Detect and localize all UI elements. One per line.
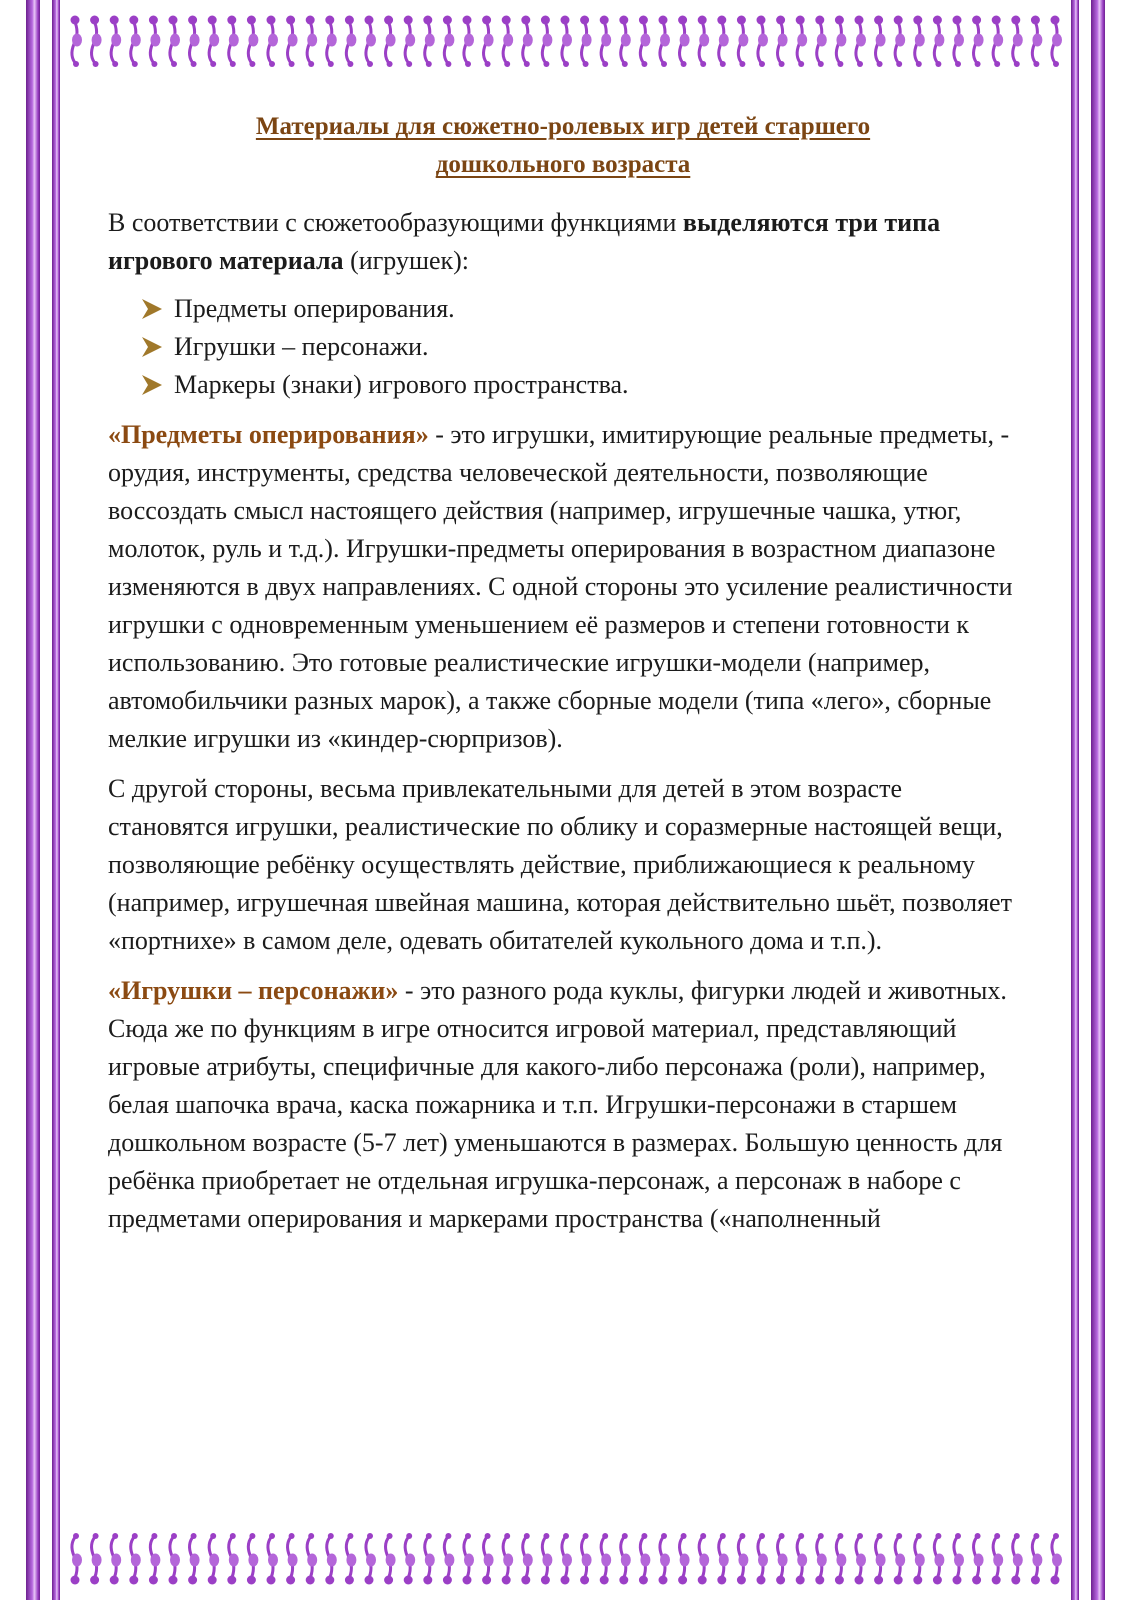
ornament-curl — [757, 1533, 769, 1585]
ornament-curl — [913, 1533, 925, 1585]
ornament-curl — [698, 16, 710, 68]
arrow-bullet-icon — [138, 334, 166, 360]
ornament-curl — [208, 16, 220, 68]
list-item-label: Предметы оперирования. — [174, 294, 455, 323]
ornament-curl — [992, 16, 1004, 68]
left-border-stripe-outer — [26, 0, 40, 1600]
ornament-curl — [325, 16, 337, 68]
ornament-curl — [1011, 16, 1023, 68]
ornament-curl — [227, 16, 239, 68]
ornament-curl — [600, 1533, 612, 1585]
ornament-curl — [953, 1533, 965, 1585]
ornament-curl — [71, 16, 83, 68]
ornament-curl — [894, 16, 906, 68]
ornament-curl — [776, 16, 788, 68]
ornament-curl — [796, 1533, 808, 1585]
top-ornament-border — [0, 10, 1131, 72]
ornament-curl — [933, 16, 945, 68]
ornament-curl — [443, 1533, 455, 1585]
ornament-curl — [717, 1533, 729, 1585]
ornament-curl — [600, 16, 612, 68]
ornament-curl — [286, 1533, 298, 1585]
ornament-curl — [894, 1533, 906, 1585]
intro-text: В соответствии с сюжетообразующими функциями — [108, 208, 683, 237]
ornament-curl — [541, 16, 553, 68]
ornament-curl — [208, 1533, 220, 1585]
ornament-curl — [463, 1533, 475, 1585]
ornament-curl — [169, 1533, 181, 1585]
term-characters: «Игрушки – персонажи» — [108, 976, 399, 1005]
ornament-curl — [384, 1533, 396, 1585]
list-item — [138, 366, 1018, 404]
ornament-curl — [286, 16, 298, 68]
left-border-stripe-inner — [52, 0, 60, 1600]
ornament-curl — [659, 16, 671, 68]
arrow-bullet-icon — [138, 296, 166, 322]
ornament-curl — [110, 16, 122, 68]
ornament-curl — [482, 16, 494, 68]
objects-text: - это игрушки, имитирующие реальные предметы, - орудия, инструменты, средства человеческой деятельности, позволяющие воссоздать смысл настоящего действия (например, игрушечные чашка, утюг, молоток, руль и т.д.). Игрушки-предметы оперирования в возрастном диапазоне изменяются в двух направлениях. С одной стороны это усиление реалистичности игрушки с одновременным уменьшением её размеров и степени готовности к использованию. Это готовые реалистические игрушки-модели (например, автомобильчики разных марок), а также сборные модели (типа «лего», сборные мелкие игрушки из «киндер-сюрпризов). — [108, 420, 1013, 753]
ornament-curl — [874, 1533, 886, 1585]
ornament-curl — [110, 1533, 122, 1585]
ornament-curl — [639, 16, 651, 68]
ornament-curl — [580, 1533, 592, 1585]
ornament-curl — [306, 16, 318, 68]
curl-ornament-icon — [0, 10, 1131, 72]
ornament-curl — [561, 16, 573, 68]
ornament-curl — [227, 1533, 239, 1585]
ornament-curl — [659, 1533, 671, 1585]
ornament-curl — [1031, 16, 1043, 68]
ornament-curl — [365, 16, 377, 68]
ornament-curl — [855, 1533, 867, 1585]
characters-paragraph — [108, 972, 1018, 1238]
ornament-curl — [972, 16, 984, 68]
ornament-curl — [443, 16, 455, 68]
ornament-curl — [306, 1533, 318, 1585]
ornament-curl — [972, 1533, 984, 1585]
ornament-curl — [90, 16, 102, 68]
ornament-curl — [188, 16, 200, 68]
ornament-curl — [541, 1533, 553, 1585]
ornament-curl — [404, 16, 416, 68]
intro-paragraph — [108, 204, 1018, 280]
ornament-curl — [678, 1533, 690, 1585]
ornament-curl — [737, 16, 749, 68]
material-types-list — [138, 290, 1018, 404]
ornament-curl — [521, 1533, 533, 1585]
ornament-curl — [639, 1533, 651, 1585]
ornament-curl — [1031, 1533, 1043, 1585]
ornament-curl — [267, 1533, 279, 1585]
ornament-curl — [619, 16, 631, 68]
term-objects: «Предметы оперирования» — [108, 420, 429, 449]
page-content — [108, 108, 1018, 1250]
ornament-curl — [678, 16, 690, 68]
ornament-curl — [521, 16, 533, 68]
list-item-label: Маркеры (знаки) игрового пространства. — [174, 370, 629, 399]
ornament-curl — [149, 16, 161, 68]
page-title: Материалы для сюжетно-ролевых игр детей старшего дошкольного возраста — [255, 113, 871, 178]
ornament-curl — [619, 1533, 631, 1585]
ornament-curl — [835, 16, 847, 68]
ornament-curl — [149, 1533, 161, 1585]
ornament-curl — [913, 16, 925, 68]
ornament-curl — [874, 16, 886, 68]
ornament-curl — [502, 16, 514, 68]
ornament-curl — [1011, 1533, 1023, 1585]
characters-text: - это разного рода куклы, фигурки людей и животных. Сюда же по функциям в игре относится игровой материал, представляющий игровые атрибуты, специфичные для какого-либо персонажа (роли), например, белая шапочка врача, каска пожарника и т.п. Игрушки-персонажи в старшем дошкольном возрасте (5-7 лет) уменьшаются в размерах. Большую ценность для ребёнка приобретает не отдельная игрушка-персонаж, а персонаж в наборе с предметами оперирования и маркерами пространства («наполненный — [108, 976, 1007, 1233]
ornament-curl — [188, 1533, 200, 1585]
ornament-curl — [698, 1533, 710, 1585]
ornament-curl — [247, 1533, 259, 1585]
bottom-ornament-border — [0, 1528, 1131, 1590]
ornament-curl — [482, 1533, 494, 1585]
list-item-label: Игрушки – персонажи. — [174, 332, 429, 361]
arrow-bullet-icon — [138, 372, 166, 398]
ornament-curl — [815, 1533, 827, 1585]
list-item — [138, 290, 1018, 328]
ornament-curl — [776, 1533, 788, 1585]
ornament-curl — [404, 1533, 416, 1585]
ornament-curl — [325, 1533, 337, 1585]
right-border-stripe-inner — [1071, 0, 1079, 1600]
objects-paragraph — [108, 416, 1018, 758]
ornament-curl — [423, 1533, 435, 1585]
ornament-curl — [247, 16, 259, 68]
ornament-curl — [463, 16, 475, 68]
ornament-curl — [717, 16, 729, 68]
ornament-curl — [129, 16, 141, 68]
ornament-curl — [1051, 16, 1063, 68]
curl-ornament-icon — [0, 1528, 1131, 1590]
ornament-curl — [992, 1533, 1004, 1585]
ornament-curl — [757, 16, 769, 68]
intro-text-end: (игрушек): — [343, 246, 470, 275]
ornament-curl — [384, 16, 396, 68]
ornament-curl — [737, 1533, 749, 1585]
ornament-curl — [267, 16, 279, 68]
list-item — [138, 328, 1018, 366]
ornament-curl — [933, 1533, 945, 1585]
intro-bold-text: выделяются три типа игрового материала — [108, 208, 941, 275]
ornament-curl — [1051, 1533, 1063, 1585]
ornament-curl — [815, 16, 827, 68]
ornament-curl — [169, 16, 181, 68]
ornament-curl — [71, 1533, 83, 1585]
ornament-curl — [561, 1533, 573, 1585]
ornament-curl — [502, 1533, 514, 1585]
ornament-curl — [90, 1533, 102, 1585]
ornament-curl — [835, 1533, 847, 1585]
ornament-curl — [580, 16, 592, 68]
ornament-curl — [796, 16, 808, 68]
ornament-curl — [345, 16, 357, 68]
ornament-curl — [423, 16, 435, 68]
ornament-curl — [855, 16, 867, 68]
ornament-curl — [129, 1533, 141, 1585]
right-border-stripe-outer — [1091, 0, 1105, 1600]
ornament-curl — [953, 16, 965, 68]
ornament-curl — [365, 1533, 377, 1585]
ornament-curl — [345, 1533, 357, 1585]
other-side-paragraph: С другой стороны, весьма привлекательными для детей в этом возрасте становятся игрушки, реалистические по облику и соразмерные настоящей вещи, позволяющие ребёнку осуществлять действие, приближающиеся к реальному (например, игрушечная швейная машина, которая действительно шьёт, позволяет «портнихе» в самом деле, одевать обитателей кукольного дома и т.п.). — [108, 774, 1012, 955]
